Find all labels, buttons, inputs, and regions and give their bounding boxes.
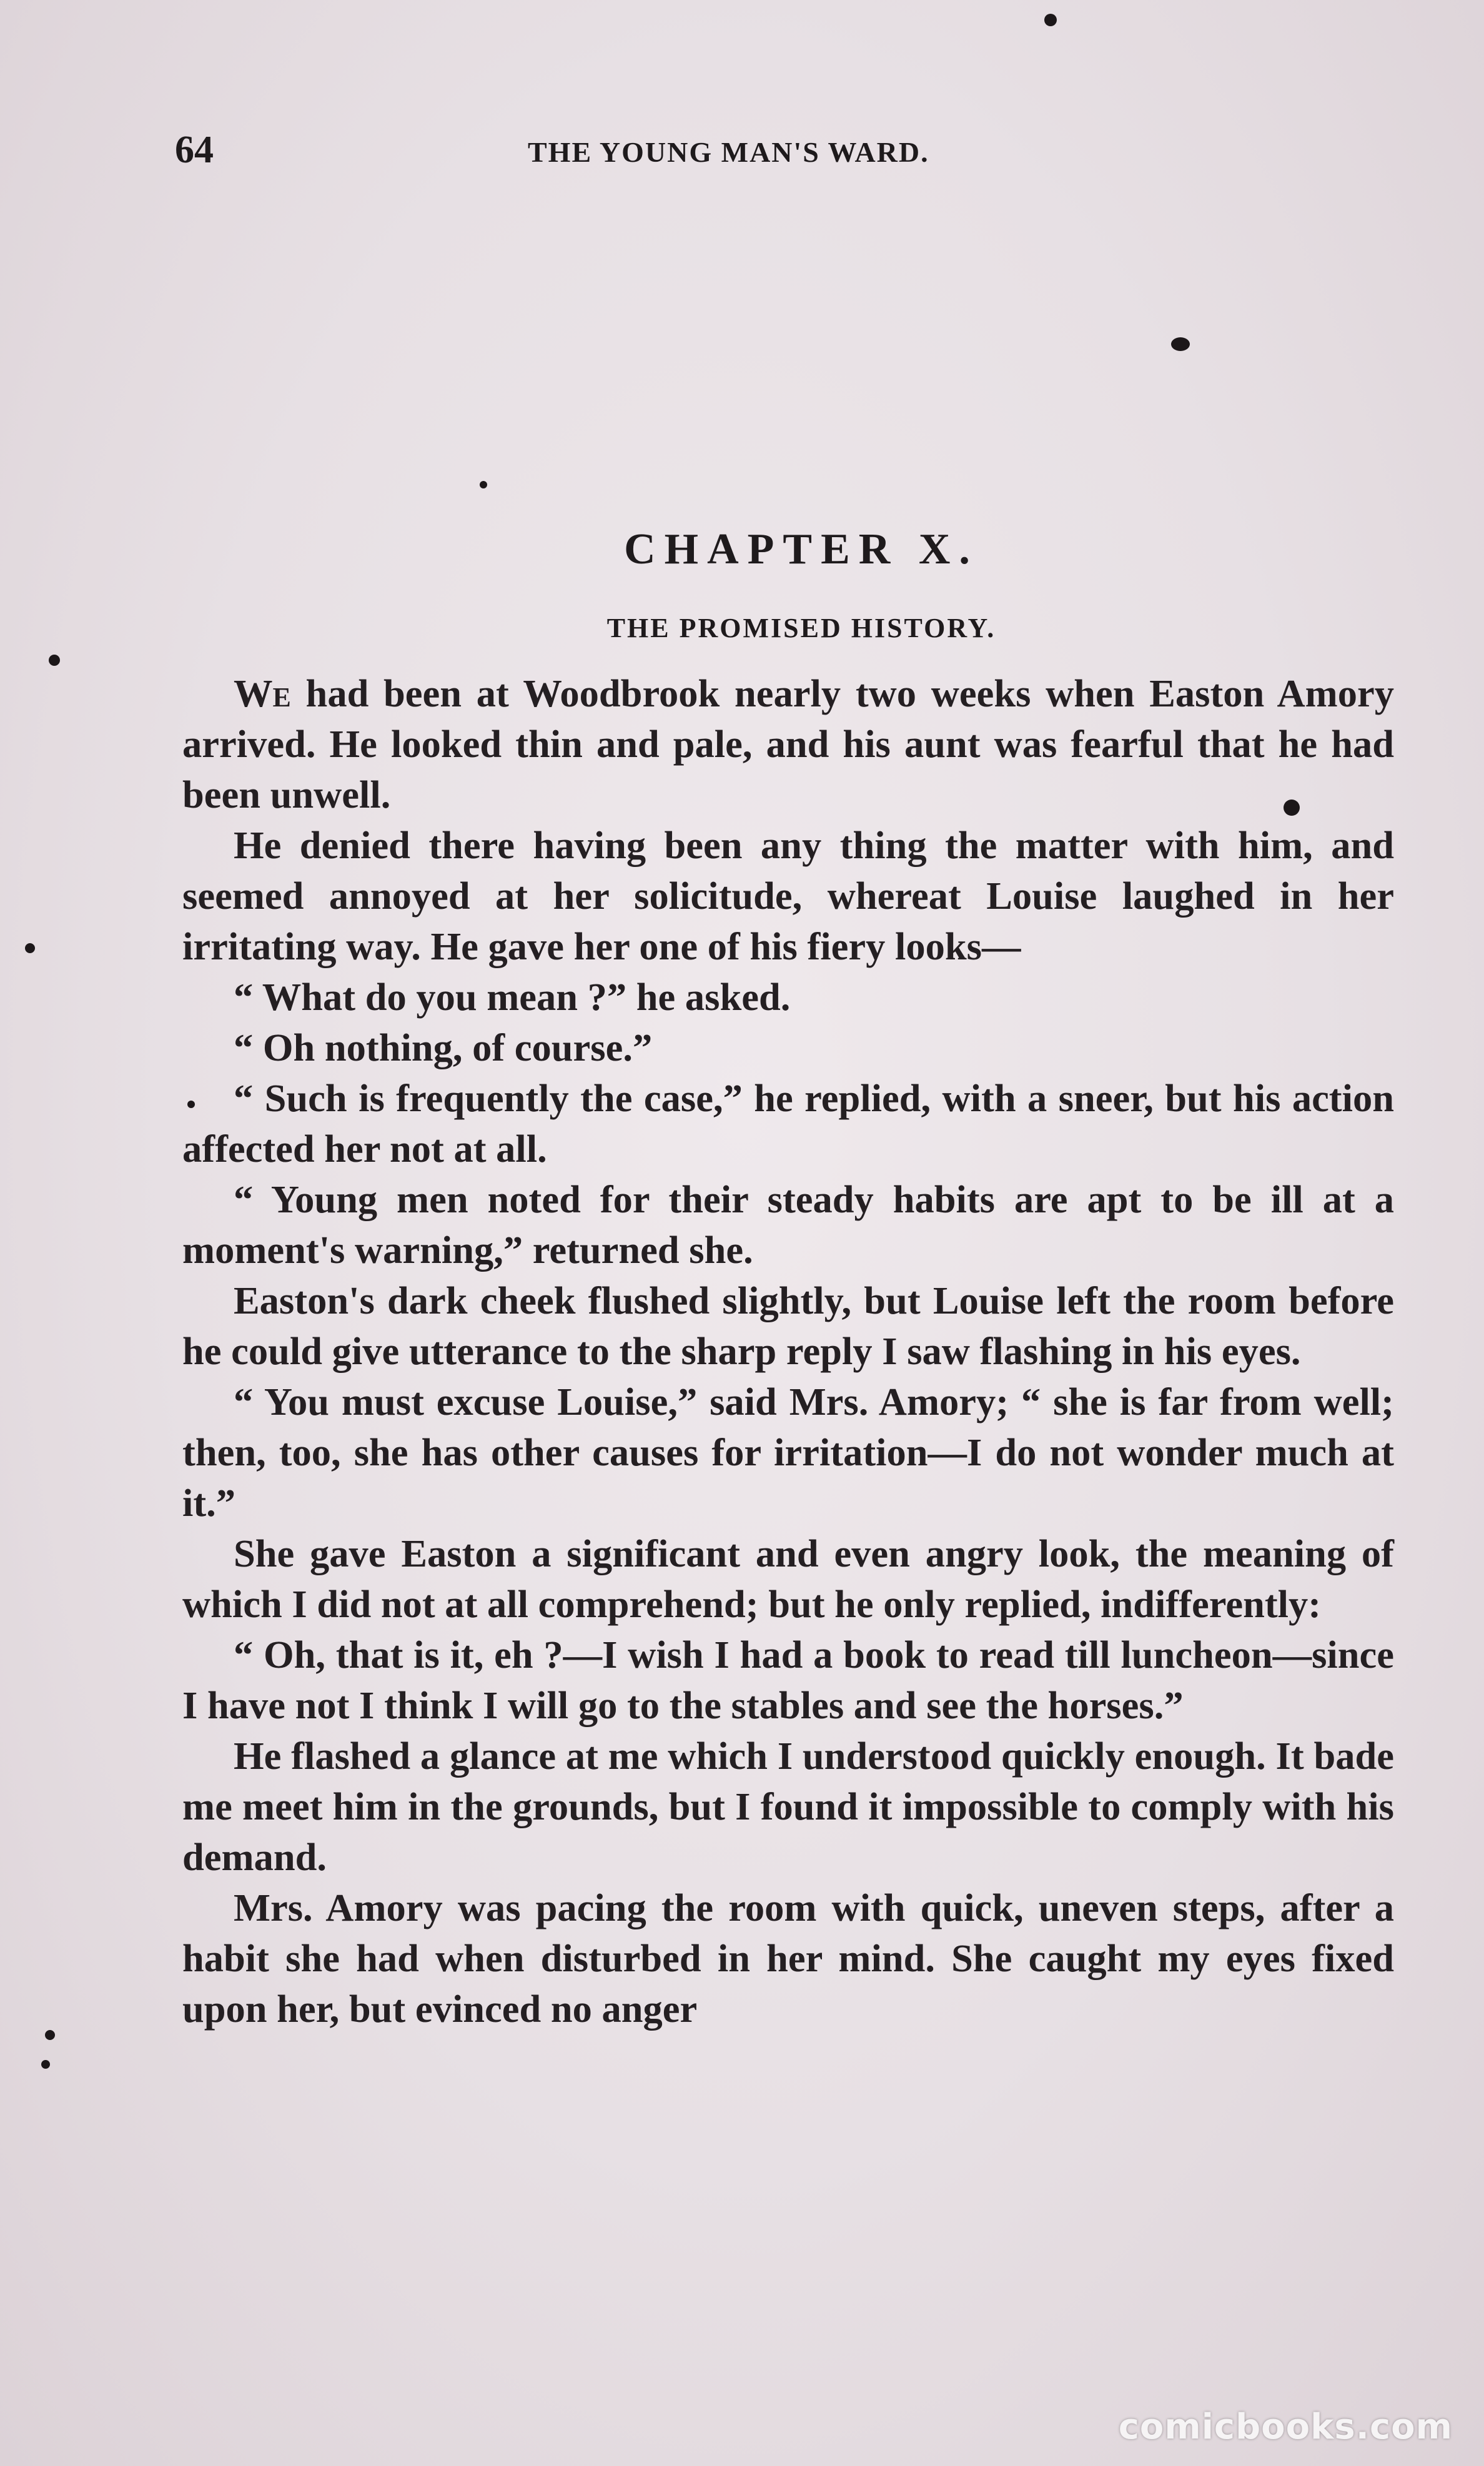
ink-speck	[187, 1101, 195, 1108]
paragraph	[182, 668, 1394, 820]
body-text	[182, 668, 1394, 2034]
paragraph-lead-word: We	[234, 671, 291, 715]
page-number: 64	[175, 129, 214, 171]
chapter-subtitle: THE PROMISED HISTORY.	[606, 613, 996, 643]
paragraph: She gave Easton a significant and even angry look, the meaning of which I did not at all comprehend; but he only replied, indifferently:	[182, 1532, 1394, 1626]
paragraph-text: had been at Woodbrook nearly two weeks when Easton Amory arrived. He looked thin and pale, and his aunt was fearful that he had been unwell.	[182, 671, 1394, 816]
ink-speck	[480, 481, 487, 488]
ink-speck	[1171, 337, 1190, 351]
paragraph: “ What do you mean ?” he asked.	[234, 975, 791, 1019]
paragraph: He denied there having been any thing the matter with him, and seemed annoyed at her solicitude, whereat Louise laughed in her irritating way. He gave her one of his fiery looks—	[182, 823, 1394, 968]
ink-speck	[49, 655, 60, 666]
ink-speck	[45, 2030, 55, 2040]
paragraph: “ Oh, that is it, eh ?—I wish I had a book to read till luncheon—since I have not I think I will go to the stables and see the horses.”	[182, 1633, 1394, 1727]
ink-speck	[1044, 14, 1057, 26]
page-header	[175, 128, 1393, 178]
ink-speck	[25, 943, 35, 953]
paragraph: Mrs. Amory was pacing the room with quick, uneven steps, after a habit she had when disturbed in her mind. She caught my eyes fixed upon her, but evinced no anger	[182, 1886, 1394, 2031]
paragraph: “ Young men noted for their steady habits are apt to be ill at a moment's warning,” returned she.	[182, 1177, 1394, 1272]
paragraph: “ Oh nothing, of course.”	[234, 1026, 653, 1069]
ink-speck	[1284, 800, 1300, 816]
paragraph: “ Such is frequently the case,” he replied, with a sneer, but his action affected her not at all.	[182, 1076, 1394, 1171]
paragraph: “ You must excuse Louise,” said Mrs. Amory; “ she is far from well; then, too, she has other causes for irritation—I do not wonder much at it.”	[182, 1380, 1394, 1525]
paragraph: Easton's dark cheek flushed slightly, but Louise left the room before he could give utterance to the sharp reply I saw flashing in his eyes.	[182, 1279, 1394, 1373]
paragraph: He flashed a glance at me which I understood quickly enough. It bade me meet him in the grounds, but I found it impossible to comply with his demand.	[182, 1734, 1394, 1879]
running-title: THE YOUNG MAN'S WARD.	[528, 136, 929, 168]
ink-speck	[41, 2060, 50, 2069]
watermark: comicbooks.com	[1118, 2407, 1453, 2447]
chapter-heading: CHAPTER X.	[624, 525, 979, 573]
